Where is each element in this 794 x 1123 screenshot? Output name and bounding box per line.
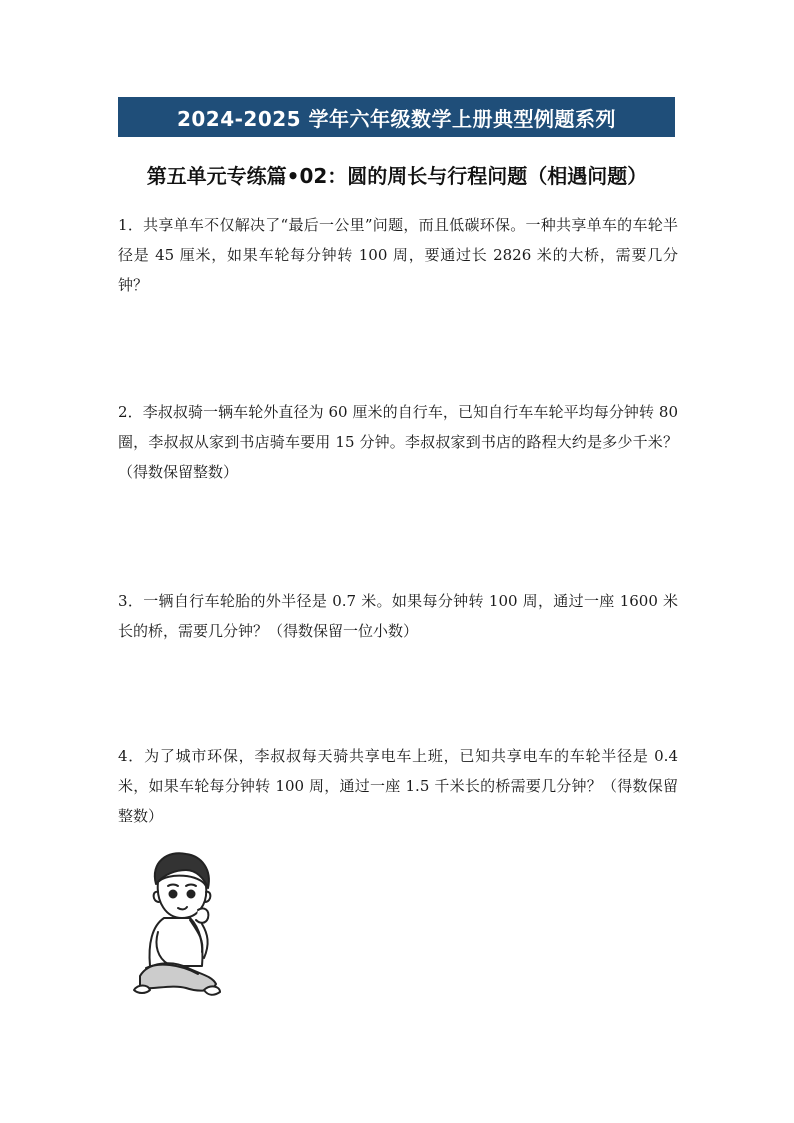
problem-2: 2．李叔叔骑一辆车轮外直径为 60 厘米的自行车，已知自行车车轮平均每分钟转 80 圈，李叔叔从家到书店骑车要用 15 分钟。李叔叔家到书店的路程大约是多少千米？（得数保留整数） xyxy=(118,403,678,481)
problem-4: 4．为了城市环保，李叔叔每天骑共享电车上班，已知共享电车的车轮半径是 0.4 米，如果车轮每分钟转 100 周，通过一座 1.5 千米长的桥需要几分钟？（得数保留整数） xyxy=(118,747,678,825)
problem-3: 3．一辆自行车轮胎的外半径是 0.7 米。如果每分钟转 100 周，通过一座 1600 米长的桥，需要几分钟？（得数保留一位小数） xyxy=(118,592,678,640)
problem-1: 1．共享单车不仅解决了“最后一公里”问题，而且低碳环保。一种共享单车的车轮半径是 45 厘米，如果车轮每分钟转 100 周，要通过长 2826 米的大桥，需要几分钟？ xyxy=(118,216,678,294)
unit-subtitle: 第五单元专练篇•02：圆的周长与行程问题（相遇问题） xyxy=(146,164,648,188)
series-title: 2024-2025 学年六年级数学上册典型例题系列 xyxy=(176,106,617,131)
series-title-banner xyxy=(118,97,675,137)
thinking-boy-icon xyxy=(128,848,224,1008)
